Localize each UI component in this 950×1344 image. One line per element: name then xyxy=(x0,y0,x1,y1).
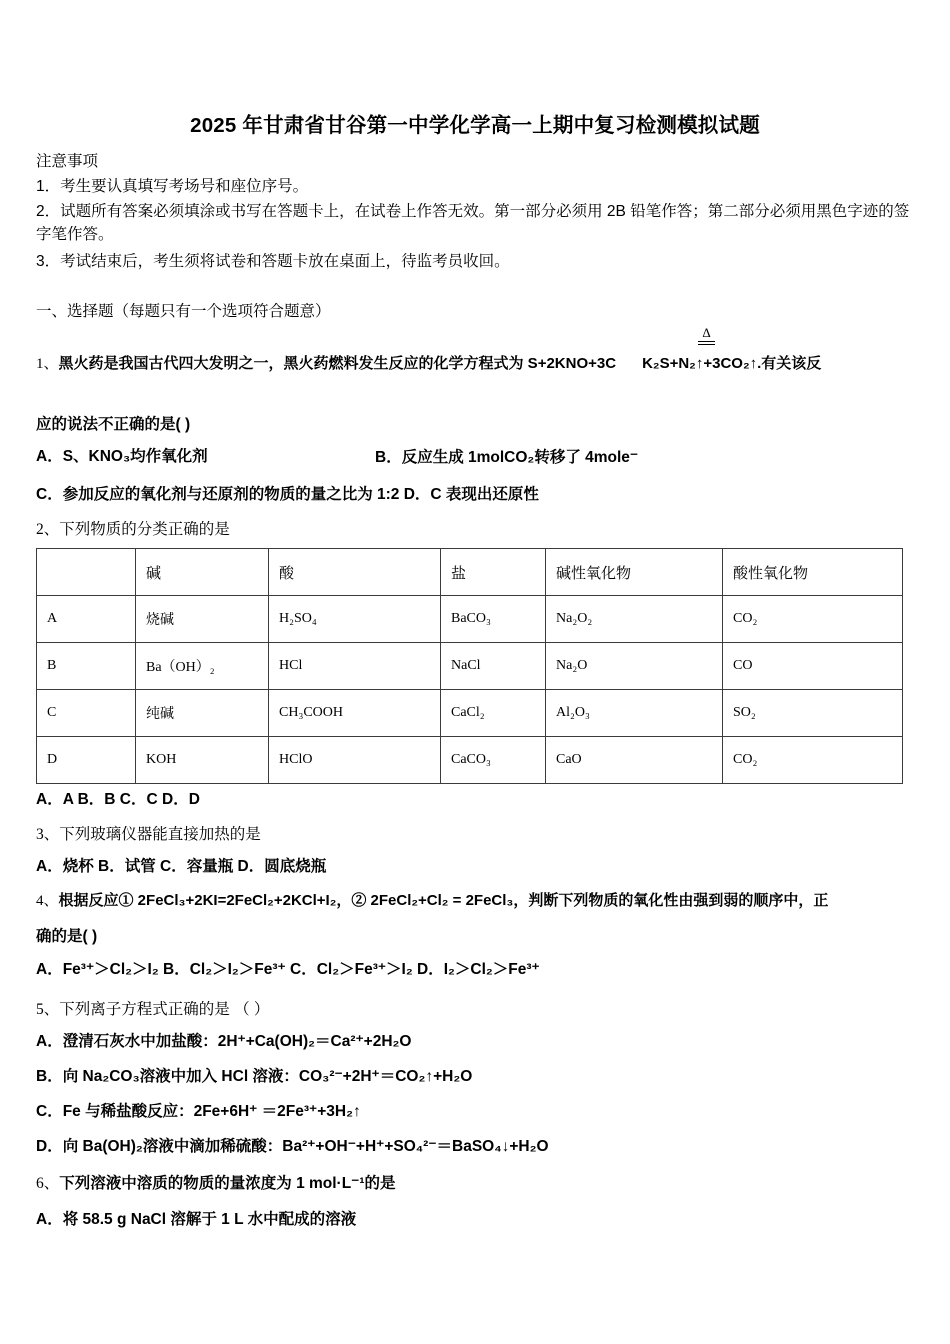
cell-basic-oxide: Al₂O₃ xyxy=(546,690,723,737)
notice-item-2: 2．试题所有答案必须填涂或书写在答题卡上，在试卷上作答无效。第一部分必须用 2B 铅笔作答；第二部分必须用黑色字迹的签字笔作答。 xyxy=(36,203,910,244)
question-5-option-c[interactable]: C．Fe 与稀盐酸反应：2Fe+6H⁺ ＝2Fe³⁺+3H₂↑ xyxy=(36,1103,361,1120)
table-row xyxy=(37,690,903,737)
question-5-text: 下列离子方程式正确的是 （ ） xyxy=(59,1001,270,1018)
question-3-options[interactable]: A．烧杯 B．试管 C．容量瓶 D．圆底烧瓶 xyxy=(36,858,327,875)
table-header-acid: 酸 xyxy=(269,549,441,596)
question-4-options[interactable]: A．Fe³⁺＞Cl₂＞I₂ B．Cl₂＞I₂＞Fe³⁺ C．Cl₂＞Fe³⁺＞I₂ D．I₂＞Cl₂＞Fe³⁺ xyxy=(36,961,540,978)
question-6-option-a[interactable]: A．将 58.5 g NaCl 溶解于 1 L 水中配成的溶液 xyxy=(36,1211,357,1228)
question-2-number: 2、 xyxy=(36,521,60,538)
question-5-option-a[interactable]: A．澄清石灰水中加盐酸：2H⁺+Ca(OH)₂＝Ca²⁺+2H₂O xyxy=(36,1033,412,1050)
question-6-number: 6、 xyxy=(36,1175,60,1192)
cell-acidic-oxide: CO₂ xyxy=(723,737,903,784)
table-row xyxy=(37,596,903,643)
question-5-option-d[interactable]: D．向 Ba(OH)₂溶液中滴加稀硫酸：Ba²⁺+OH⁻+H⁺+SO₄²⁻＝BaSO₄↓+H₂O xyxy=(36,1138,549,1155)
table-header-acidic-oxide: 酸性氧化物 xyxy=(723,549,903,596)
question-2-text: 下列物质的分类正确的是 xyxy=(59,521,230,538)
table-row xyxy=(37,737,903,784)
delta-symbol: Δ xyxy=(702,325,711,340)
cell-salt: CaCO₃ xyxy=(441,737,546,784)
cell-salt: CaCl₂ xyxy=(441,690,546,737)
question-3-number: 3、 xyxy=(36,826,60,843)
cell-acid: H₂SO₄ xyxy=(269,596,441,643)
classification-table xyxy=(36,548,903,784)
cell-base: 烧碱 xyxy=(136,596,269,643)
cell-base: Ba（OH）₂ xyxy=(136,643,269,690)
table-header-basic-oxide: 碱性氧化物 xyxy=(546,549,723,596)
row-label: A xyxy=(37,596,136,643)
question-1-text-pre: 黑火药是我国古代四大发明之一，黑火药燃料发生反应的化学方程式为 S+2KNO xyxy=(58,355,589,372)
question-1-text-mid: +3C xyxy=(588,355,617,372)
cell-base: KOH xyxy=(136,737,269,784)
question-2-options[interactable]: A．A B．B C．C D．D xyxy=(36,791,200,808)
question-5-option-b[interactable]: B．向 Na₂CO₃溶液中加入 HCl 溶液：CO₃²⁻+2H⁺＝CO₂↑+H₂O xyxy=(36,1068,473,1085)
cell-salt: BaCO₃ xyxy=(441,596,546,643)
question-1-stem-line-2: 应的说法不正确的是( ) xyxy=(36,416,191,433)
table-header-blank xyxy=(37,549,136,596)
row-label: D xyxy=(37,737,136,784)
cell-acidic-oxide: CO xyxy=(723,643,903,690)
question-3-text: 下列玻璃仪器能直接加热的是 xyxy=(59,826,261,843)
question-1-text-post: 有关该反 xyxy=(761,355,822,372)
question-1-stem-line-1 xyxy=(36,353,926,376)
question-1-option-c-and-d[interactable]: C．参加反应的氧化剂与还原剂的物质的量之比为 1:2 D．C 表现出还原性 xyxy=(36,486,539,503)
notice-item-3: 3．考试结束后，考生须将试卷和答题卡放在桌面上，待监考员收回。 xyxy=(36,253,510,270)
cell-basic-oxide: Na₂O₂ xyxy=(546,596,723,643)
reaction-condition-delta xyxy=(698,326,715,345)
cell-acidic-oxide: SO₂ xyxy=(723,690,903,737)
question-4-number: 4、 xyxy=(36,893,59,909)
question-4-stem-line-1 xyxy=(36,890,926,913)
notice-item-1: 1．考生要认真填写考场号和座位序号。 xyxy=(36,178,309,195)
cell-base: 纯碱 xyxy=(136,690,269,737)
question-4-stem-line-2: 确的是( ) xyxy=(36,928,98,945)
cell-acid: HCl xyxy=(269,643,441,690)
cell-basic-oxide: CaO xyxy=(546,737,723,784)
question-3-stem xyxy=(36,823,916,846)
question-1-option-a[interactable]: A．S、KNO₃均作氧化剂 xyxy=(36,448,208,465)
question-1-option-b[interactable]: B．反应生成 1molCO₂转移了 4mole⁻ xyxy=(375,449,639,466)
question-1-number: 1、 xyxy=(36,356,59,372)
section-heading-part-1: 一、选择题（每题只有一个选项符合题意） xyxy=(36,303,331,320)
question-5-number: 5、 xyxy=(36,1001,60,1018)
cell-basic-oxide: Na₂O xyxy=(546,643,723,690)
cell-acid: CH₃COOH xyxy=(269,690,441,737)
question-2-stem xyxy=(36,518,916,541)
notice-heading: 注意事项 xyxy=(36,153,99,170)
cell-salt: NaCl xyxy=(441,643,546,690)
table-row xyxy=(37,643,903,690)
question-4-text: 根据反应① 2FeCl₃+2KI=2FeCl₂+2KCl+I₂，② 2FeCl₂+Cl₂ = 2FeCl₃，判断下列物质的氧化性由强到弱的顺序中，正 xyxy=(58,892,829,909)
table-header-row xyxy=(37,549,903,596)
row-label: C xyxy=(37,690,136,737)
question-6-stem xyxy=(36,1172,916,1195)
cell-acidic-oxide: CO₂ xyxy=(723,596,903,643)
question-5-stem xyxy=(36,998,916,1021)
table-header-salt: 盐 xyxy=(441,549,546,596)
table-header-base: 碱 xyxy=(136,549,269,596)
page-title: 2025 年甘肃省甘谷第一中学化学高一上期中复习检测模拟试题 xyxy=(190,114,760,137)
row-label: B xyxy=(37,643,136,690)
question-6-text: 下列溶液中溶质的物质的量浓度为 1 mol·L⁻¹的是 xyxy=(59,1175,396,1192)
reaction-equals-bar xyxy=(698,341,715,345)
cell-acid: HClO xyxy=(269,737,441,784)
question-1-products: K₂S+N₂↑+3CO₂↑. xyxy=(642,355,762,372)
